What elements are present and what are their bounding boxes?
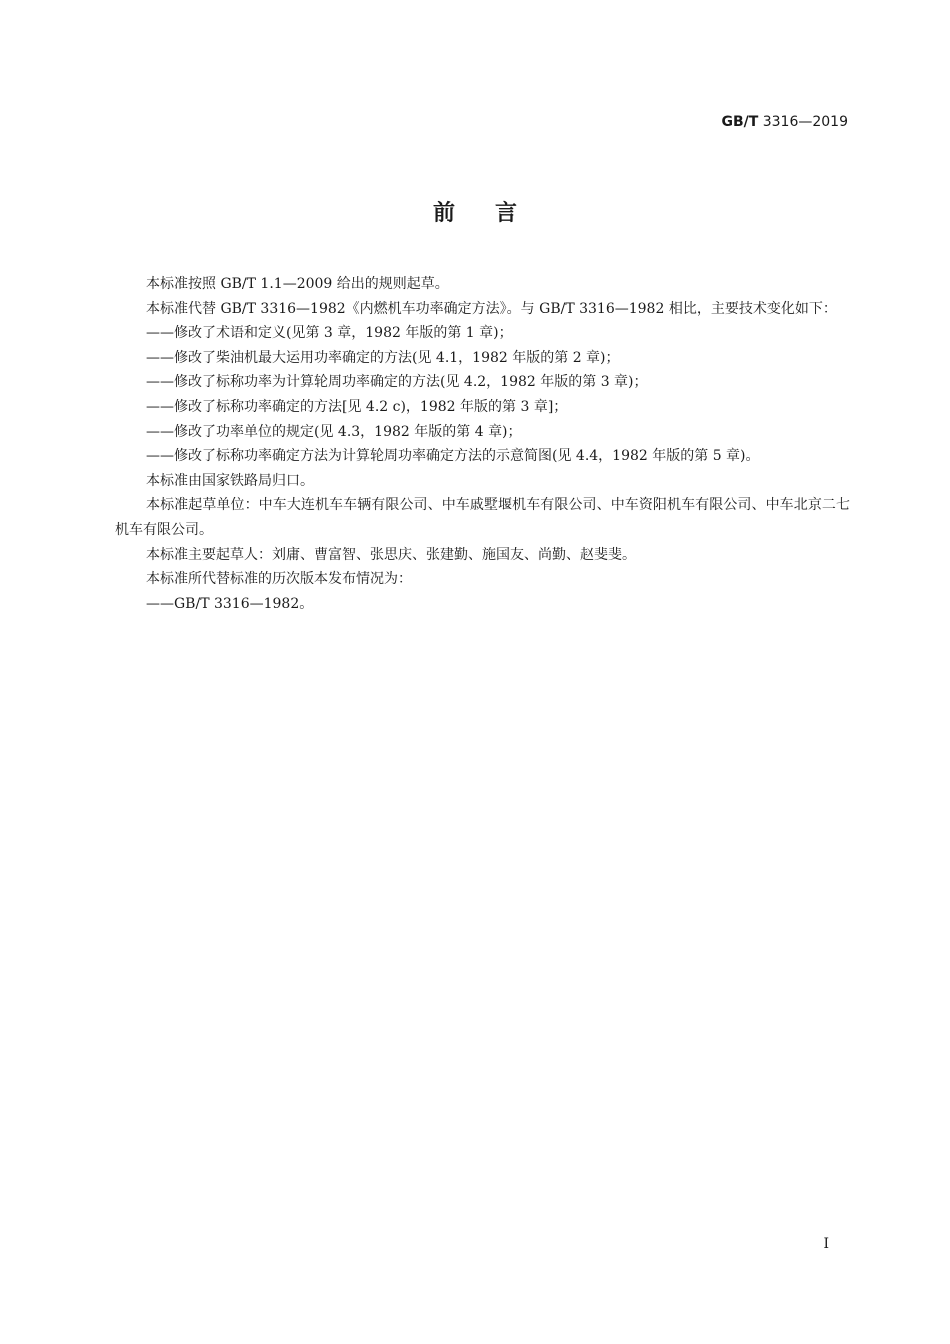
- document-body: [115, 272, 850, 616]
- paragraph: 本标准按照 GB/T 1.1—2009 给出的规则起草。: [146, 276, 449, 292]
- paragraph: 本标准由国家铁路局归口。: [146, 472, 314, 489]
- list-item: ——修改了标称功率确定的方法[见 4.2 c)，1982 年版的第 3 章]；: [146, 398, 568, 415]
- list-item: ——修改了术语和定义(见第 3 章，1982 年版的第 1 章)；: [146, 325, 513, 342]
- paragraph: 本标准起草单位：中车大连机车车辆有限公司、中车戚墅堰机车有限公司、中车资阳机车有限公司、中车北京二七机车有限公司。: [115, 497, 850, 538]
- page-title: 前言: [432, 201, 557, 226]
- list-item: ——修改了标称功率确定方法为计算轮周功率确定方法的示意简图(见 4.4，1982 年版的第 5 章)。: [146, 448, 760, 465]
- list-item: ——GB/T 3316—1982。: [146, 595, 314, 612]
- standard-number: 3316—2019: [762, 114, 848, 130]
- list-item: ——修改了标称功率为计算轮周功率确定的方法(见 4.2，1982 年版的第 3 章)；: [146, 374, 648, 391]
- page-number: I: [823, 1236, 829, 1252]
- list-item: ——修改了柴油机最大运用功率确定的方法(见 4.1，1982 年版的第 2 章)；: [146, 349, 620, 366]
- standard-prefix: GB/T: [721, 114, 759, 130]
- paragraph: 本标准所代替标准的历次版本发布情况为：: [146, 571, 412, 588]
- standard-code: [721, 114, 848, 130]
- paragraph: 本标准主要起草人：刘庸、曹富智、张思庆、张建勤、施国友、尚勤、赵斐斐。: [146, 546, 636, 563]
- list-item: ——修改了功率单位的规定(见 4.3，1982 年版的第 4 章)；: [146, 423, 522, 440]
- paragraph: 本标准代替 GB/T 3316—1982《内燃机车功率确定方法》。与 GB/T 3316—1982 相比，主要技术变化如下：: [146, 300, 837, 317]
